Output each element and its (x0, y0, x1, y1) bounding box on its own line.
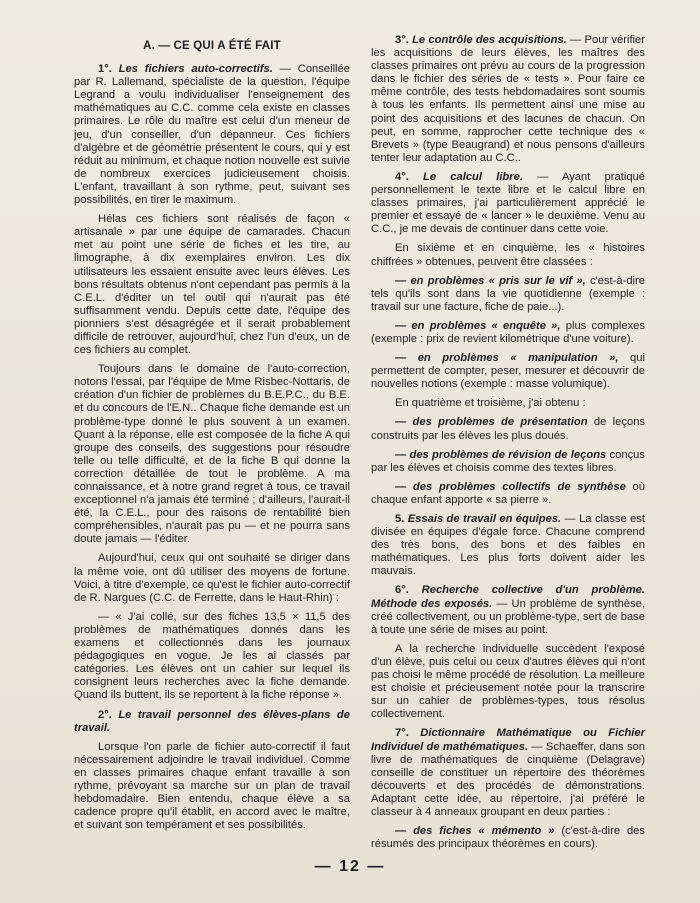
paragraph (371, 397, 645, 410)
paragraph-text: plus complexes (exemple : prix de revient kilométrique d'une voiture). (371, 319, 645, 345)
paragraph (371, 584, 645, 636)
paragraph (371, 825, 645, 851)
paragraph-text: qui permettent de compter, peser, mesurer et découvrir de nouvelles notions (exemple : masse volumique). (371, 352, 645, 391)
paragraph-text: (c'est-à-dire des résumés des principaux théorèmes en cours). (371, 825, 645, 851)
paragraph-heading: Le contrôle des acquisitions. (412, 34, 567, 46)
paragraph (74, 611, 350, 703)
paragraph-heading: Recherche collective d'un problème. Méthode des exposés. (371, 584, 646, 610)
paragraph-text: Aujourd'hui, ceux qui ont souhaité se diriger dans la même voie, ont dû utiliser des moyens de fortune. Voici, à titre d'exemple, ce qu'est le fichier auto-correctif de R. Nargues (C.C. de Ferrette, dans le Haut-Rhin) : (74, 552, 350, 604)
paragraph (74, 741, 350, 833)
right-column-body (371, 34, 645, 851)
paragraph (371, 242, 645, 268)
paragraph-heading: Le calcul libre. (423, 170, 523, 183)
paragraph (74, 709, 350, 735)
paragraph (371, 643, 645, 722)
paragraph (371, 320, 645, 346)
paragraph (74, 213, 350, 357)
paragraph-number: 3°. (395, 34, 413, 46)
paragraph-text: — La classe est divisée en équipes d'égale force. Chacune comprend des très bons, des bons et des faibles en mathématiques. Les plus forts doivent aider les mauvais. (371, 513, 645, 578)
paragraph (74, 63, 350, 207)
paragraph (371, 352, 645, 391)
paragraph-heading: Essais de travail en équipes. (407, 513, 562, 525)
paragraph-heading: — en problèmes « manipulation », (395, 352, 619, 365)
paragraph (371, 34, 645, 165)
paragraph-text: — Pour vérifier les acquisitions de leurs élèves, les maîtres des classes primaires ont prévu au cours de la progression dans le fichier des séries de « tests ». Pour faire ce même contrôle, des tests hebdomadaires sont soumis à tous les enfants. Ils permettent ainsi une mise au point des acquisitions et des lacunes de chacun. On peut, en somme, rapprocher cette technique des « Brevets » (type Beaugrand) et nous pensons d'ailleurs tenter leur adaptation au C.C.. (371, 34, 645, 164)
paragraph-text: où chaque enfant apporte « sa pierre ». (371, 480, 645, 506)
paragraph-heading: — des problèmes de révision de leçons (395, 448, 607, 461)
paragraph (371, 416, 645, 442)
paragraph-heading: — en problèmes « enquête », (395, 319, 561, 332)
paragraph-number: 6°. (395, 584, 422, 597)
paragraph-number: 5. (395, 513, 408, 525)
paragraph (371, 449, 645, 475)
paragraph-text: Lorsque l'on parle de fichier auto-correctif il faut nécessairement adjoindre le travail individuel. Comme en classes primaires chaque enfant travaille à son rythme, prévoyant sa marche sur un plan de travail hebdomadaire. Bien entendu, chaque élève a sa cadence propre qu'il établit, en accord avec le maître, et suivant son tempérament et ses possibilités. (74, 740, 350, 832)
paragraph-number: 1°. (98, 63, 119, 76)
paragraph (74, 552, 350, 604)
paragraph-number: 7°. (395, 727, 421, 740)
paragraph-text: — Schaeffer, dans son livre de mathématiques de cinquième (Delagrave) conseille de constituer un répertoire des théorèmes découverts et des procédés de démonstrations. Adaptant cette idée, au répertoire, j'ai préféré le classeur à 4 anneaux groupant en deux parties : (371, 740, 645, 818)
paragraph-heading: Dictionnaire Mathématique ou Fichier Individuel de mathématiques. (371, 727, 645, 753)
paragraph-text: c'est-à-dire tels qu'ils sont dans la vie quotidienne (exemple : travail sur une facture, fiche de paie...). (371, 274, 645, 313)
paragraph-heading: Les fichiers auto-correctifs. (118, 63, 273, 76)
paragraph-heading: — en problèmes « pris sur le vif », (395, 274, 586, 287)
paragraph (371, 513, 645, 578)
paragraph-text: A la recherche individuelle succèdent l'exposé d'un élève, puis celui ou ceux d'autres élèves qui n'ont pas choisi le même procédé de résolution. La meilleure est choisie et précieusement notée pour la transcrire sur un cahier de problèmes-types, tous résolus collectivement. (371, 642, 645, 721)
left-column-body (74, 63, 350, 832)
paragraph (74, 363, 350, 546)
paragraph-text: — Un problème de synthèse, créé collectivement, ou un problème-type, sert de base à toute une série de mises au point. (371, 597, 645, 636)
paragraph-text: — Conseillée par R. Lallemand, spécialiste de la question, l'équipe Legrand a voulu individualiser l'enseignement des mathématiques au C.C. comme cela existe en classes primaires. Le rôle du maître est celui d'un meneur de jeu, d'un conseiller, d'un dépanneur. Ces fichiers d'algèbre et de géométrie présentent le cours, qui y est réduit au minimum, et chaque notion nouvelle est suivie de nombreux exercices judicieusement choisis. L'enfant, travaillant à son rythme, peut, suivant ses possibilités, en tirer le maximum. (74, 63, 350, 207)
paragraph-number: 4°. (395, 170, 424, 183)
paragraph-text: En quatrième et troisième, j'ai obtenu : (395, 397, 586, 410)
paragraph-number: 2°. (98, 708, 119, 721)
paragraph-text: Toujours dans le domaine de l'auto-correction, notons l'essai, par l'équipe de Mme Risbec-Nottaris, de création d'un fichier de problèmes du B.E.P.C., du B.E. et du concours de l'E.N.. Chaque fiche demande est un problème-type donné le plus souvent à un examen. Quant à la réponse, elle est composée de la fiche A qui groupe des conseils, des suggestions pour résoudre telle ou telle difficulté, et de la fiche B qui donne la correction détaillée de tout le problème. A ma connaissance, et à notre grand regret à tous, ce travail exceptionnel n'a jamais été terminé ; d'ailleurs, l'aurait-il été, la C.E.L., pour des raisons de rentabilité bien compréhensibles, n'aurait pas pu — et ne pourra sans doute jamais — l'éditer. (74, 363, 350, 546)
paragraph-text: conçus par les élèves et choisis comme des textes libres. (371, 448, 645, 474)
paragraph (371, 481, 645, 507)
paragraph (371, 275, 645, 314)
paragraph (371, 171, 645, 236)
right-column (371, 34, 645, 857)
paragraph-text: — « J'ai collé, sur des fiches 13,5 × 11,5 des problèmes de mathématiques donnés dans les examens et collectionnés dans les journaux pédagogiques en vogue. Je les ai classés par catégories. Les élèves ont un cahier sur lequel ils consignent leurs recherches avec la fiche demande. Quand ils buttent, ils se reportent à la fiche réponse ». (74, 610, 350, 702)
paragraph-text: — Ayant pratiqué personnellement le texte libre et le calcul libre en classes primaires, j'ai particulièrement apprécié le premier et essayé de « lancer » le deuxième. Venu au C.C., je me devais de continuer dans cette voie. (371, 170, 645, 236)
paragraph-text: de leçons construits par les élèves les plus doués. (371, 416, 646, 442)
paragraph-heading: — des problèmes de présentation (395, 416, 588, 429)
paragraph-text: Hélas ces fichiers sont réalisés de façon « artisanale » par une équipe de camarades. Chacun met au point une série de fiches et les tire, au limographe, à dix exemplaires environ. Les dix utilisateurs les essaient ensuite avec leurs élèves. Les bons résultats obtenus n'ont cependant pas permis à la C.E.L. d'éditer un tel outil qui n'aurait pas été suffisamment vendu. Depuis cette date, l'équipe des pionniers s'est désagrégée et il serait probablement difficile de retrouver, aujourd'hui, chez l'un d'eux, un de ces fichiers au complet. (74, 213, 350, 357)
paragraph-heading: — des problèmes collectifs de synthèse (395, 480, 626, 493)
left-column (74, 34, 350, 838)
paragraph (371, 727, 645, 819)
paragraph-heading: — des fiches « mémento » (395, 825, 555, 838)
page-number: — 12 — (314, 858, 386, 875)
paragraph-heading: Le travail personnel des élèves-plans de travail. (74, 708, 350, 734)
section-title: A. — CE QUI A ÉTÉ FAIT (143, 40, 281, 52)
paragraph-text: En sixième et en cinquième, les « histoires chiffrées » obtenues, peuvent être classées : (371, 242, 645, 268)
